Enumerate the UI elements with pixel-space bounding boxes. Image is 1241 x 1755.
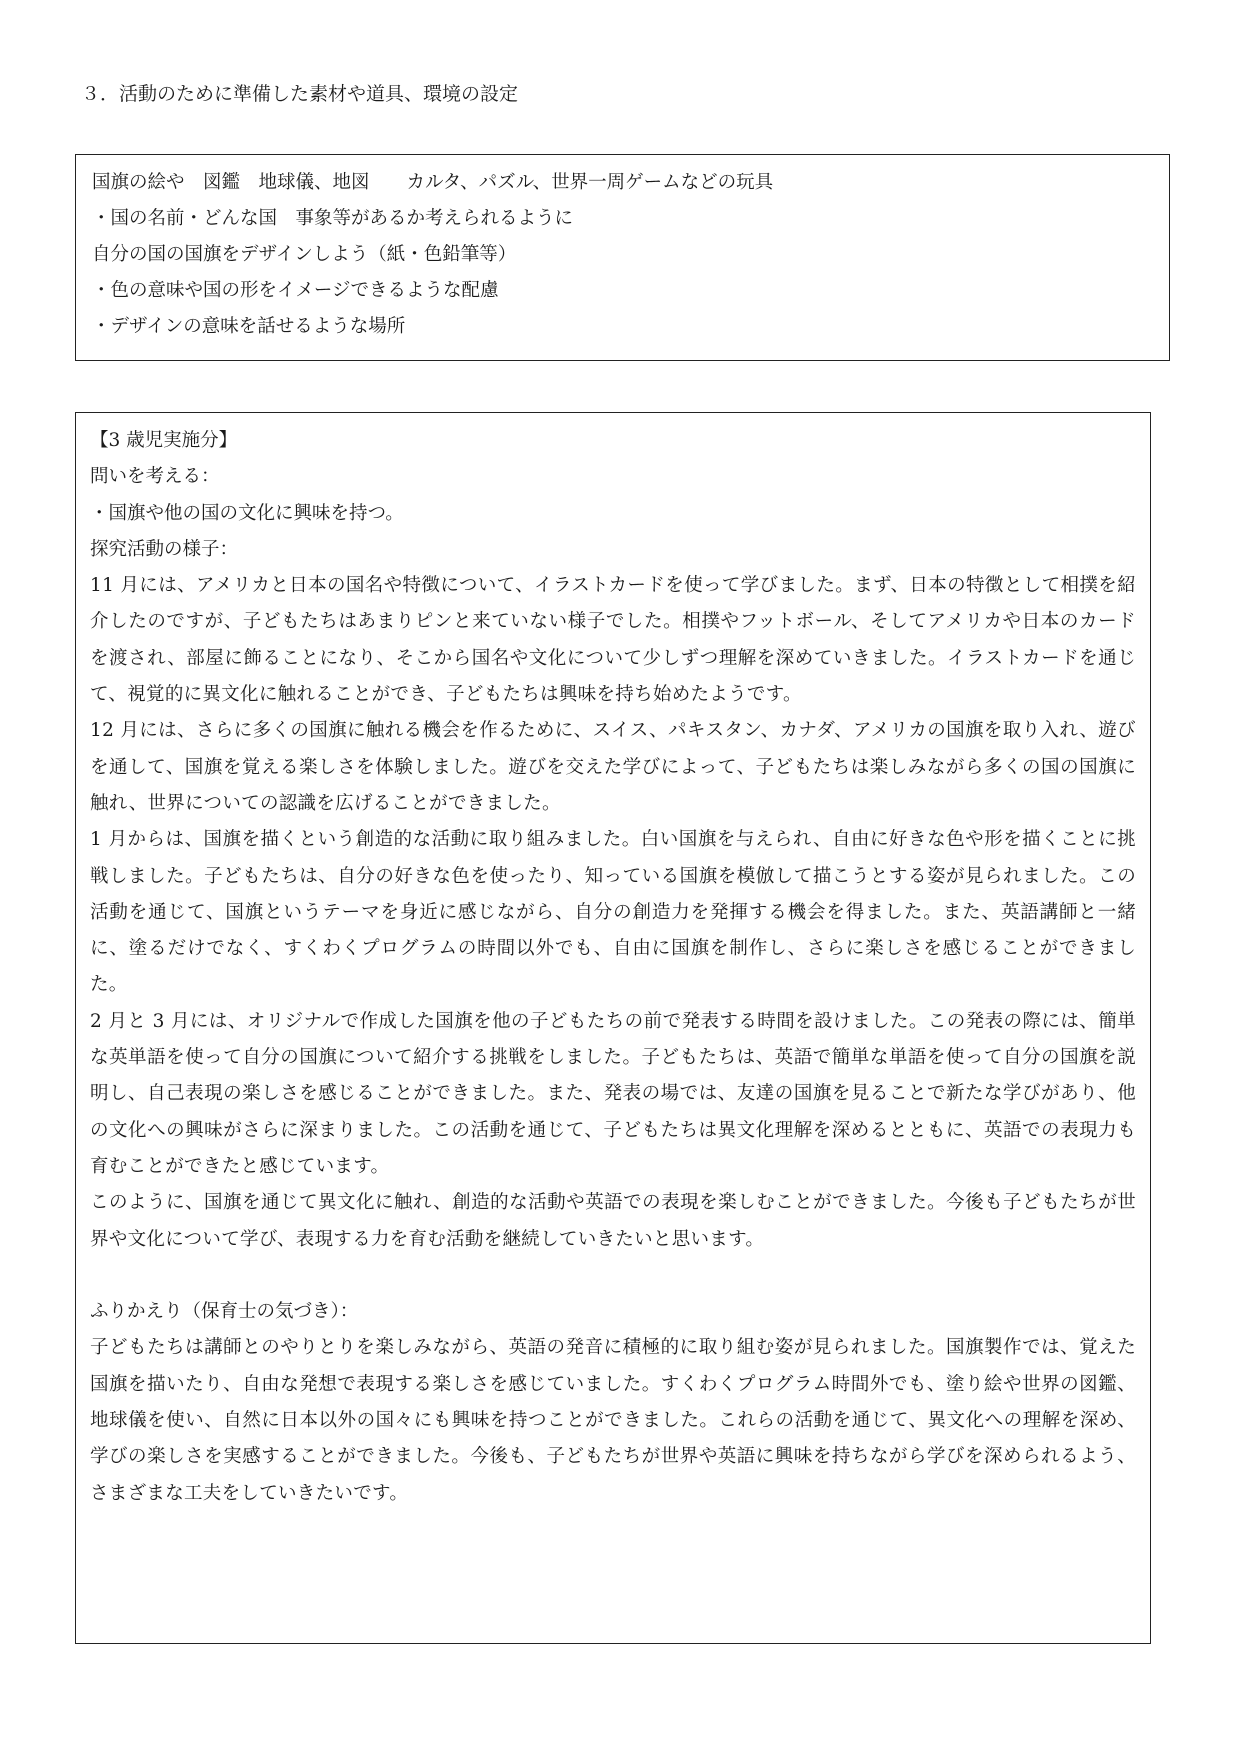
activity-label: 探究活動の様子：: [90, 538, 239, 560]
materials-line: ・デザインの意味を話せるような場所: [92, 316, 406, 337]
spacer: [90, 1258, 1136, 1294]
activity-paragraph: 1 月からは、国旗を描くという創造的な活動に取り組みました。白い国旗を与えられ、自由に好きな色や形を描くことに挑戦しました。子どもたちは、自分の好きな色を使ったり、知っている国旗を模倣して描こうとする姿が見られました。この活動を通じて、国旗というテーマを身近に感じながら、自分の創造力を発揮する機会を得ました。また、英語講師と一緒に、塗るだけでなく、すくわくプログラムの時間以外でも、自由に国旗を制作し、さらに楽しさを感じることができました。: [90, 829, 1136, 996]
group-title: 【3 歳児実施分】: [90, 430, 238, 451]
activity-paragraph: 12 月には、さらに多くの国旗に触れる機会を作るために、スイス、パキスタン、カナダ、アメリカの国旗を取り入れ、遊びを通して、国旗を覚える楽しさを体験しました。遊びを交えた学びによって、子どもたちは楽しみながら多くの国の国旗に触れ、世界についての認識を広げることができました。: [90, 720, 1136, 814]
materials-line: 自分の国の国旗をデザインしよう（紙・色鉛筆等）: [92, 244, 517, 265]
report-box: [75, 412, 1151, 1644]
reflection-label: ふりかえり（保育士の気づき）：: [90, 1301, 359, 1323]
reflection-paragraph: 子どもたちは講師とのやりとりを楽しみながら、英語の発音に積極的に取り組む姿が見られました。国旗製作では、覚えた国旗を描いたり、自由な発想で表現する楽しさを感じていました。すくわくプログラム時間外でも、塗り絵や世界の図鑑、地球儀を使い、自然に日本以外の国々にも興味を持つことができました。これらの活動を通じて、異文化への理解を深め、学びの楽しさを実感することができました。今後も、子どもたちが世界や英語に興味を持ちながら学びを深められるよう、さまざまな工夫をしていきたいです。: [90, 1337, 1136, 1504]
activity-paragraph: 2 月と 3 月には、オリジナルで作成した国旗を他の子どもたちの前で発表する時間を設けました。この発表の際には、簡単な英単語を使って自分の国旗について紹介する挑戦をしました。子どもたちは、英語で簡単な単語を使って自分の国旗を説明し、自己表現の楽しさを感じることができました。また、発表の場では、友達の国旗を見ることで新たな学びがあり、他の文化への興味がさらに深まりました。この活動を通じて、子どもたちは異文化理解を深めるとともに、英語での表現力も育むことができたと感じています。: [90, 1010, 1136, 1177]
activity-paragraph: このように、国旗を通じて異文化に触れ、創造的な活動や英語での表現を楽しむことができました。今後も子どもたちが世界や文化について学び、表現する力を育む活動を継続していきたいと思います。: [90, 1192, 1136, 1250]
materials-line: 国旗の絵や 図鑑 地球儀、地図 カルタ、パズル、世界一周ゲームなどの玩具: [92, 172, 774, 193]
materials-line: ・色の意味や国の形をイメージできるような配慮: [92, 280, 499, 301]
materials-box: [75, 154, 1170, 361]
activity-paragraph: 11 月には、アメリカと日本の国名や特徴について、イラストカードを使って学びました。まず、日本の特徴として相撲を紹介したのですが、子どもたちはあまりピンと来ていない様子でした。相撲やフットボール、そしてアメリカや日本のカードを渡され、部屋に飾ることになり、そこから国名や文化について少しずつ理解を深めていきました。イラストカードを通じて、視覚的に異文化に触れることができ、子どもたちは興味を持ち始めたようです。: [90, 575, 1136, 706]
materials-line: ・国の名前・どんな国 事象等があるか考えられるように: [92, 208, 574, 229]
question-item: ・国旗や他の国の文化に興味を持つ。: [90, 502, 404, 524]
question-label: 問いを考える：: [90, 466, 220, 488]
section-heading: ３．活動のために準備した素材や道具、環境の設定: [81, 83, 519, 105]
